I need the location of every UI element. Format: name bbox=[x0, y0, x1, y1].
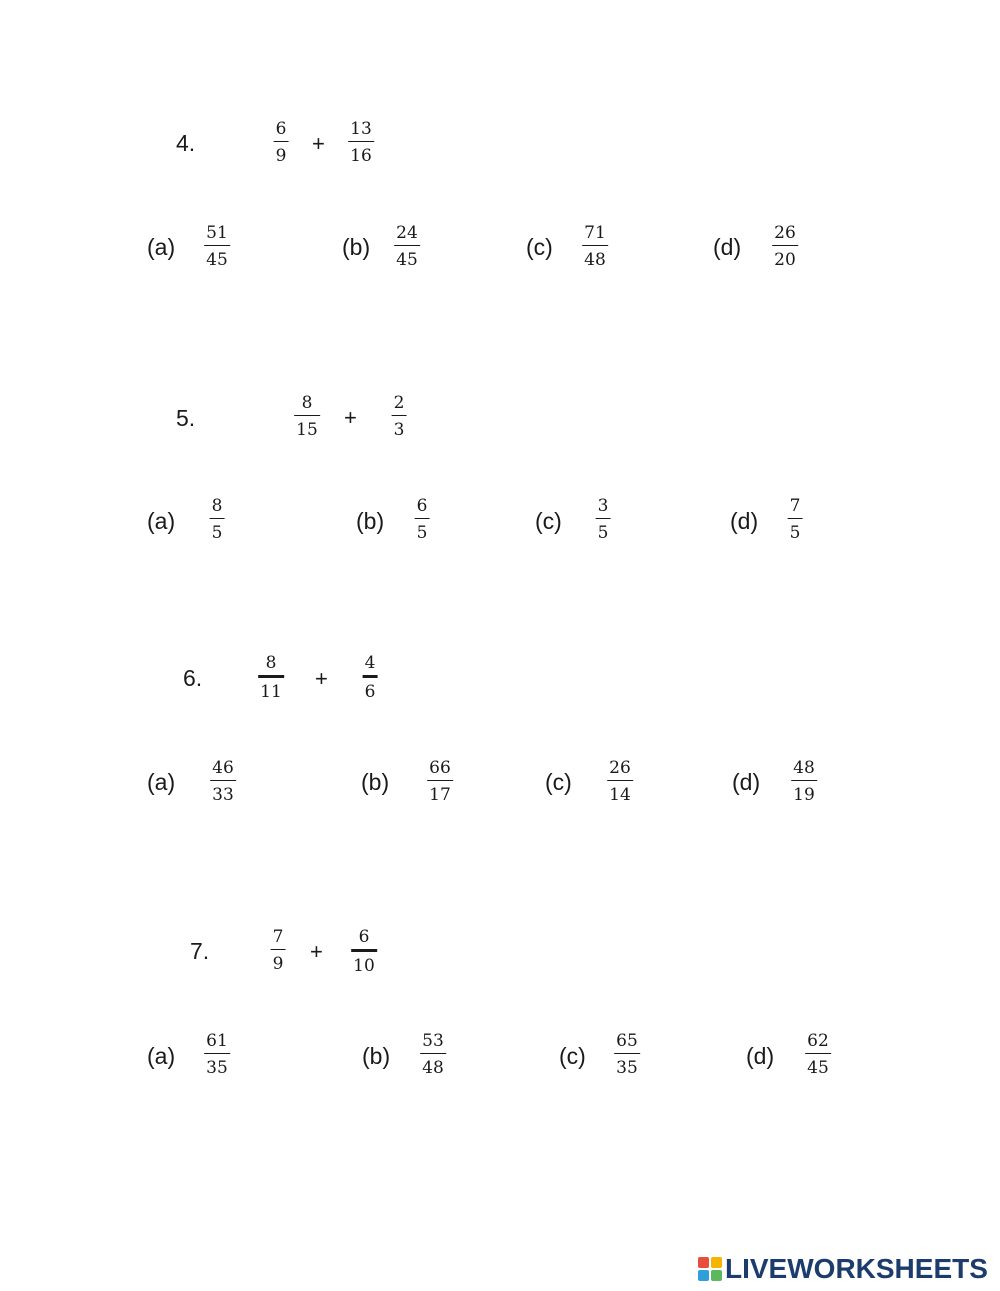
numerator: 66 bbox=[429, 758, 451, 778]
numerator: 8 bbox=[211, 496, 223, 516]
option-fraction bbox=[204, 225, 230, 269]
logo-tile-v bbox=[698, 1270, 709, 1281]
numerator: 65 bbox=[616, 1031, 638, 1051]
denominator: 5 bbox=[789, 523, 801, 544]
numerator: 8 bbox=[265, 653, 277, 673]
option-label: (b) bbox=[342, 234, 371, 260]
option-fraction bbox=[210, 760, 236, 804]
option-fraction bbox=[210, 498, 225, 542]
option-fraction bbox=[204, 1033, 230, 1077]
numerator: 26 bbox=[609, 758, 631, 778]
denominator: 3 bbox=[393, 420, 405, 441]
option-label: (a) bbox=[147, 234, 176, 260]
numerator: 62 bbox=[807, 1031, 829, 1051]
numerator: 71 bbox=[584, 223, 606, 243]
logo-mark-icon bbox=[698, 1257, 722, 1281]
option-label: (d) bbox=[746, 1043, 775, 1069]
fraction-term-1 bbox=[294, 395, 320, 439]
fraction-term-1 bbox=[274, 121, 289, 165]
fraction-term-2 bbox=[392, 395, 407, 439]
numerator: 7 bbox=[789, 496, 801, 516]
denominator: 15 bbox=[296, 420, 318, 441]
option-fraction bbox=[614, 1033, 640, 1077]
numerator: 24 bbox=[396, 223, 418, 243]
option-label: (b) bbox=[362, 1043, 391, 1069]
denominator: 17 bbox=[429, 785, 451, 806]
option-fraction bbox=[788, 498, 803, 542]
denominator: 20 bbox=[774, 250, 796, 271]
denominator: 48 bbox=[584, 250, 606, 271]
denominator: 45 bbox=[807, 1058, 829, 1079]
option-fraction bbox=[805, 1033, 831, 1077]
denominator: 35 bbox=[616, 1058, 638, 1079]
denominator: 19 bbox=[793, 785, 815, 806]
numerator: 53 bbox=[422, 1031, 444, 1051]
numerator: 2 bbox=[393, 393, 405, 413]
numerator: 26 bbox=[774, 223, 796, 243]
option-fraction bbox=[596, 498, 611, 542]
denominator: 14 bbox=[609, 785, 631, 806]
denominator: 5 bbox=[597, 523, 609, 544]
denominator: 35 bbox=[206, 1058, 228, 1079]
numerator: 48 bbox=[793, 758, 815, 778]
denominator: 45 bbox=[396, 250, 418, 271]
option-fraction bbox=[607, 760, 633, 804]
numerator: 7 bbox=[272, 927, 284, 947]
option-fraction bbox=[415, 498, 430, 542]
option-label: (a) bbox=[147, 1043, 176, 1069]
option-fraction bbox=[394, 225, 420, 269]
plus-operator: + bbox=[344, 405, 357, 430]
plus-operator: + bbox=[315, 666, 328, 691]
option-label: (c) bbox=[535, 508, 562, 534]
numerator: 51 bbox=[206, 223, 228, 243]
option-label: (a) bbox=[147, 508, 176, 534]
option-label: (d) bbox=[713, 234, 742, 260]
fraction-term-1 bbox=[258, 655, 284, 701]
logo-tile-i bbox=[711, 1257, 722, 1268]
option-label: (a) bbox=[147, 769, 176, 795]
option-fraction bbox=[772, 225, 798, 269]
numerator: 3 bbox=[597, 496, 609, 516]
question-number: 7. bbox=[190, 938, 210, 964]
denominator: 10 bbox=[353, 955, 375, 976]
question-number: 4. bbox=[176, 130, 196, 156]
denominator: 5 bbox=[416, 523, 428, 544]
denominator: 45 bbox=[206, 250, 228, 271]
logo-tile-l bbox=[698, 1257, 709, 1268]
logo-text: LIVEWORKSHEETS bbox=[725, 1253, 988, 1284]
denominator: 5 bbox=[211, 523, 223, 544]
option-fraction bbox=[791, 760, 817, 804]
fraction-term-2 bbox=[363, 655, 378, 701]
plus-operator: + bbox=[310, 939, 323, 964]
option-fraction bbox=[582, 225, 608, 269]
option-fraction bbox=[427, 760, 453, 804]
option-fraction bbox=[420, 1033, 446, 1077]
denominator: 9 bbox=[272, 954, 284, 975]
denominator: 6 bbox=[364, 681, 376, 702]
option-label: (d) bbox=[732, 769, 761, 795]
denominator: 9 bbox=[275, 146, 287, 167]
numerator: 8 bbox=[301, 393, 313, 413]
option-label: (d) bbox=[730, 508, 759, 534]
option-label: (c) bbox=[559, 1043, 586, 1069]
numerator: 13 bbox=[350, 119, 372, 139]
numerator: 4 bbox=[364, 653, 376, 673]
option-label: (c) bbox=[526, 234, 553, 260]
denominator: 48 bbox=[422, 1058, 444, 1079]
liveworksheets-logo bbox=[698, 1255, 988, 1283]
option-label: (c) bbox=[545, 769, 572, 795]
numerator: 6 bbox=[275, 119, 287, 139]
denominator: 16 bbox=[350, 146, 372, 167]
plus-operator: + bbox=[312, 131, 325, 156]
numerator: 61 bbox=[206, 1031, 228, 1051]
denominator: 11 bbox=[260, 681, 282, 702]
question-number: 5. bbox=[176, 405, 196, 431]
question-number: 6. bbox=[183, 665, 203, 691]
option-label: (b) bbox=[361, 769, 390, 795]
option-label: (b) bbox=[356, 508, 385, 534]
fraction-term-1 bbox=[271, 929, 286, 973]
numerator: 6 bbox=[416, 496, 428, 516]
numerator: 46 bbox=[212, 758, 234, 778]
logo-tile-e bbox=[711, 1270, 722, 1281]
fraction-term-2 bbox=[348, 121, 374, 165]
numerator: 6 bbox=[358, 927, 370, 947]
fraction-term-2 bbox=[351, 929, 377, 975]
denominator: 33 bbox=[212, 785, 234, 806]
